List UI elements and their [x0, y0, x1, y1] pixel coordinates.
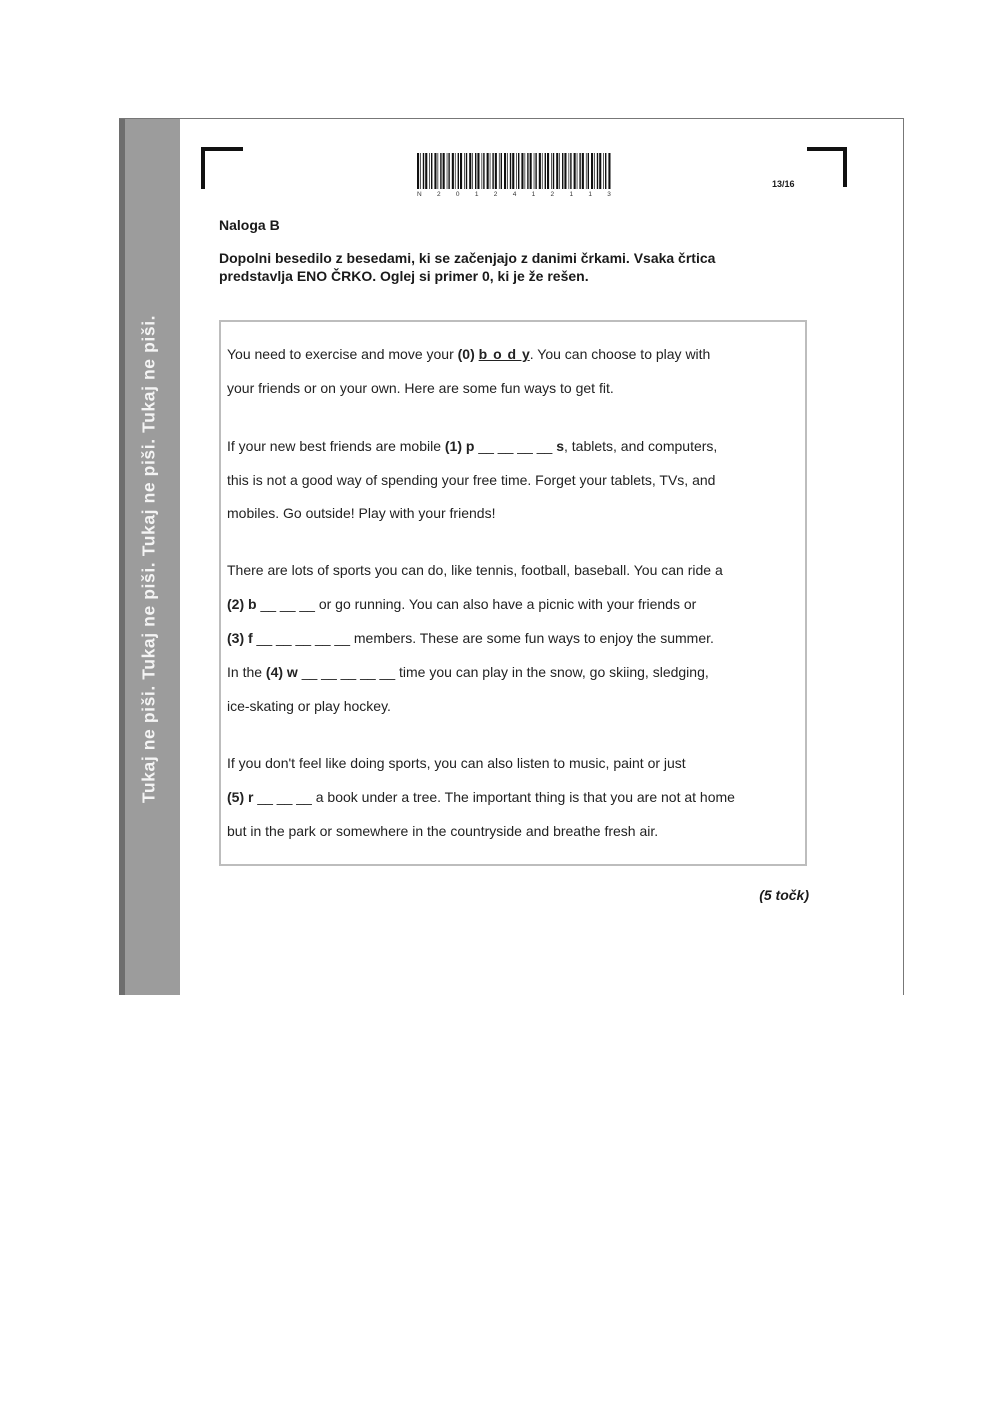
barcode-bar [438, 153, 439, 189]
gap-5-label: (5) r [227, 789, 254, 805]
barcode-bar [455, 153, 456, 189]
barcode-bar [591, 153, 593, 189]
barcode-bar [588, 153, 589, 189]
barcode-bar [542, 153, 543, 189]
barcode-bar [579, 153, 580, 189]
barcode-bar [530, 153, 532, 189]
passage-line: this is not a good way of spending your free time. Forget your tablets, TVs, and [227, 472, 716, 488]
barcode-bar [417, 153, 419, 189]
barcode-bar [460, 153, 462, 189]
gap-2-label: (2) b [227, 596, 257, 612]
barcode-bar [577, 153, 578, 189]
gap-1-end: s [556, 438, 564, 454]
barcode-bar [499, 153, 500, 189]
barcode-bar [559, 153, 560, 189]
barcode-digit: 3 [607, 191, 611, 198]
barcode-digit: 4 [512, 191, 517, 198]
passage-line: If you don't feel like doing sports, you can also listen to music, paint or just [227, 755, 686, 771]
barcode-bar [594, 153, 595, 189]
gap-4-blanks[interactable]: __ __ __ __ __ [297, 664, 400, 680]
barcode-bar [447, 153, 448, 189]
barcode-bar [483, 153, 484, 189]
passage-line: ice-skating or play hockey. [227, 698, 391, 714]
passage-line: In the (4) w __ __ __ __ __ time you can play in the snow, go skiing, sledging, [227, 664, 709, 680]
barcode-bar [534, 153, 535, 189]
barcode-digit: 1 [569, 191, 574, 198]
gap-1-blanks[interactable]: __ __ __ __ [474, 438, 557, 454]
barcode-digit: 1 [588, 191, 592, 198]
barcode-bar [569, 153, 570, 189]
barcode-bar [443, 153, 445, 189]
barcode-bar [466, 153, 467, 189]
barcode-bar [551, 153, 552, 189]
barcode-bar [429, 153, 430, 189]
barcode-bar [608, 153, 610, 189]
barcode-bar [512, 153, 514, 189]
do-not-write-margin [119, 119, 180, 995]
barcode-bar [516, 153, 517, 189]
barcode-bar [434, 153, 436, 189]
barcode-digit: 2 [437, 191, 441, 198]
barcode-bar [487, 153, 489, 189]
barcode-bar [603, 153, 604, 189]
margin-warning-text: Tukaj ne piši. Tukaj ne piši. Tukaj ne piši. Tukaj ne piši. [138, 314, 159, 804]
barcode-bar [547, 153, 549, 189]
passage-box [219, 320, 807, 866]
example-answer: b o d y [478, 346, 530, 362]
gap-2-blanks[interactable]: __ __ __ [256, 596, 319, 612]
passage-line: If your new best friends are mobile (1) p __ __ __ __ s, tablets, and computers, [227, 438, 718, 454]
barcode-bar [440, 153, 441, 189]
barcode-bar [477, 153, 479, 189]
gap-4-label: (4) w [265, 664, 298, 680]
corner-mark-top-right [807, 147, 847, 187]
barcode-bar [562, 153, 563, 189]
barcode-bar [482, 153, 483, 189]
gap-1-label: (1) p [444, 438, 475, 454]
barcode-digit: N [417, 191, 422, 198]
barcode-bar [539, 153, 541, 189]
barcode-bar [597, 153, 598, 189]
barcode-bar [501, 153, 502, 189]
page-number: 13/16 [772, 179, 795, 189]
task-title: Naloga B [219, 217, 280, 233]
barcode-bar [553, 153, 554, 189]
barcode-bar [525, 153, 526, 189]
passage-line: (2) b __ __ __ or go running. You can also have a picnic with your friends or [227, 596, 697, 612]
barcode-bar [521, 153, 523, 189]
margin-edge [119, 119, 125, 995]
barcode-bar [518, 153, 519, 189]
example-label: (0) [457, 346, 479, 362]
task-instructions [219, 249, 799, 285]
barcode-bar [556, 153, 558, 189]
barcode-bar [582, 153, 584, 189]
passage-line: your friends or on your own. Here are some fun ways to get fit. [227, 380, 614, 396]
barcode-bar [527, 153, 528, 189]
passage-line: There are lots of sports you can do, like tennis, football, baseball. You can ride a [227, 562, 723, 578]
barcode-digits [417, 191, 611, 198]
barcode-bar [492, 153, 493, 189]
barcode-bar [420, 153, 421, 189]
barcode-bar [574, 153, 576, 189]
barcode-digit: 1 [531, 191, 536, 198]
barcode-bar [464, 153, 465, 189]
barcode-bar [586, 153, 587, 189]
passage-line: mobiles. Go outside! Play with your friends! [227, 505, 496, 521]
barcode-bar [490, 153, 491, 189]
barcode-bar [535, 153, 536, 189]
barcode-bar [495, 153, 497, 189]
points-label: (5 točk) [759, 887, 809, 903]
barcode-bar [431, 153, 432, 189]
barcode-bar [605, 153, 606, 189]
barcode-bar [448, 153, 449, 189]
passage-line: (5) r __ __ __ a book under a tree. The important thing is that you are not at home [227, 789, 735, 805]
barcode-bar [458, 153, 459, 189]
passage-line: You need to exercise and move your (0) b o d y. You can choose to play with [227, 346, 711, 362]
barcode-bar [510, 153, 511, 189]
corner-mark-top-left [201, 147, 243, 189]
barcode-bar [504, 153, 506, 189]
barcode-digit: 0 [455, 191, 460, 198]
barcode-bar [507, 153, 508, 189]
barcode-bar [564, 153, 566, 189]
barcode-bar [570, 153, 571, 189]
barcode-bar [599, 153, 601, 189]
instruction-line: predstavlja ENO ČRKO. Oglej si primer 0, ki je že rešen. [219, 268, 589, 284]
gap-3-label: (3) f [227, 630, 253, 646]
barcode-bar [452, 153, 454, 189]
barcode-bar [545, 153, 546, 189]
gap-5-blanks[interactable]: __ __ __ [253, 789, 316, 805]
gap-3-blanks[interactable]: __ __ __ __ __ [252, 630, 354, 646]
barcode-digit: 1 [474, 191, 479, 198]
exam-page [119, 118, 904, 995]
barcode-bar [475, 153, 476, 189]
barcode-bar [425, 153, 427, 189]
barcode-bar [423, 153, 424, 189]
barcode-image [417, 153, 611, 189]
barcode-digit: 2 [493, 191, 498, 198]
instruction-line: Dopolni besedilo z besedami, ki se začenjajo z danimi črkami. Vsaka črtica [219, 250, 716, 266]
barcode-digit: 2 [550, 191, 555, 198]
barcode-bar [469, 153, 471, 189]
passage-line: (3) f __ __ __ __ __ members. These are some fun ways to enjoy the summer. [227, 630, 714, 646]
passage-line: but in the park or somewhere in the countryside and breathe fresh air. [227, 823, 659, 839]
barcode-bar [472, 153, 473, 189]
